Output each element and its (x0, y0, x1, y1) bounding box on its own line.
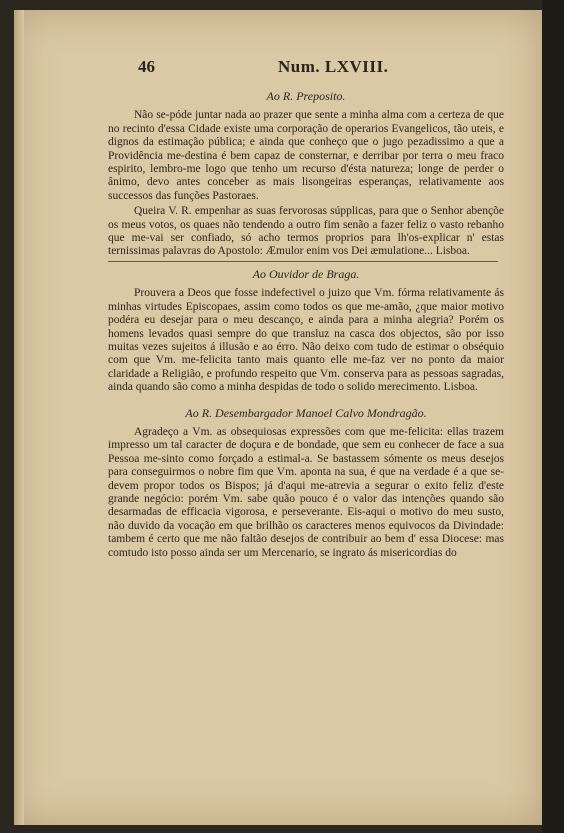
paragraph: Prouvera a Deos que fosse indefectivel o juizo que Vm. fórma relativamente ás minhas virtudes Episcopaes, assim como todos os que me-amão, ¿que maior motivo podéra eu desejar para o meu descanço, e ainda para a minha alegria? Porém os homens levados quasi sempre do que transluz na casca dos objectos, são por isso muitas vezes sujeitos á illusão e ao érro. Não deixo com tudo de estimar o obséquio com que Vm. me-felicita tanto mais quanto elle me-faz ver no ponto da maior claridade a Religião, e profundo respeito que Vm. conserva para as pessoas sagradas, ainda quando são como a minha despidas de todo o solido merecimento. Lisboa. (108, 287, 504, 394)
page-title: Num. LXVIII. (278, 57, 389, 76)
page-content (108, 57, 504, 562)
salutation-2: Ao Ouvidor de Braga. (252, 266, 360, 281)
page-number: 46 (138, 57, 155, 76)
section-gap (108, 397, 504, 405)
page-header (108, 57, 504, 88)
page-binding-shadow (14, 10, 24, 825)
salutation-3: Ao R. Desembargador Manoel Calvo Mondragão. (185, 405, 427, 420)
paragraph: Queira V. R. empenhar as suas fervorosas súpplicas, para que o Senhor abençõe os meus votos, os quaes não tendendo a outro fim senão a fazer feliz o vasto rebanho que me-vai ser confiado, só acho termos proprios para lh'os-explicar n' estas ternissimas palavras do Apostolo: Æmulor enim vos Dei æmulatione... Lisboa. (108, 205, 504, 258)
paragraph: Agradeço a Vm. as obsequiosas expressões com que me-felicita: ellas trazem impresso um tal caracter de doçura e de bondade, que sem eu conhecer de face a sua Pessoa me-sinto como forçado a estimal-a. Se bastassem sómente os meus desejos para conseguirmos o nobre fim que Vm. aponta na sua, é que na verdade é a que se-devem propor todos os Bispos; já d'aqui me-atrevia a segurar o exito feliz d'este grande negócio: porém Vm. sabe quão pouco é o valor das intenções quando são desarmadas de efficacia vigorosa, e perseverante. Eis-aqui o motivo do meu susto, não duvido da vocação em que brilhão os caracteres menos equivocos da Divindade: tambem é certo que me não faltão desejos de contribuir ao bem d' essa Diocese: mas comtudo isto posso ainda ser um Mercenario, se ingrato ás misericordias do (108, 425, 504, 559)
salutation-1: Ao R. Preposito. (266, 89, 346, 103)
background-edge (542, 0, 564, 833)
paragraph: Não se-póde juntar nada ao prazer que sente a minha alma com a certeza de que no recinto d'essa Cidade existe uma corporação de operarios Evangelicos, tão uteis, e dignos da estimação pública; e ainda que conheço que o jugo pezadissimo a que a Providência me-destina é bem capaz de consternar, e derribar por terra o meu fraco espirito, lembro-me logo que tenho um recurso d'ésta natureza; longe de perder o ânimo, devo antes conceber as mais lisongeiras esperanças, relativamente aos successos das funções Pastoraes. (108, 109, 504, 202)
section-divider (108, 261, 498, 262)
